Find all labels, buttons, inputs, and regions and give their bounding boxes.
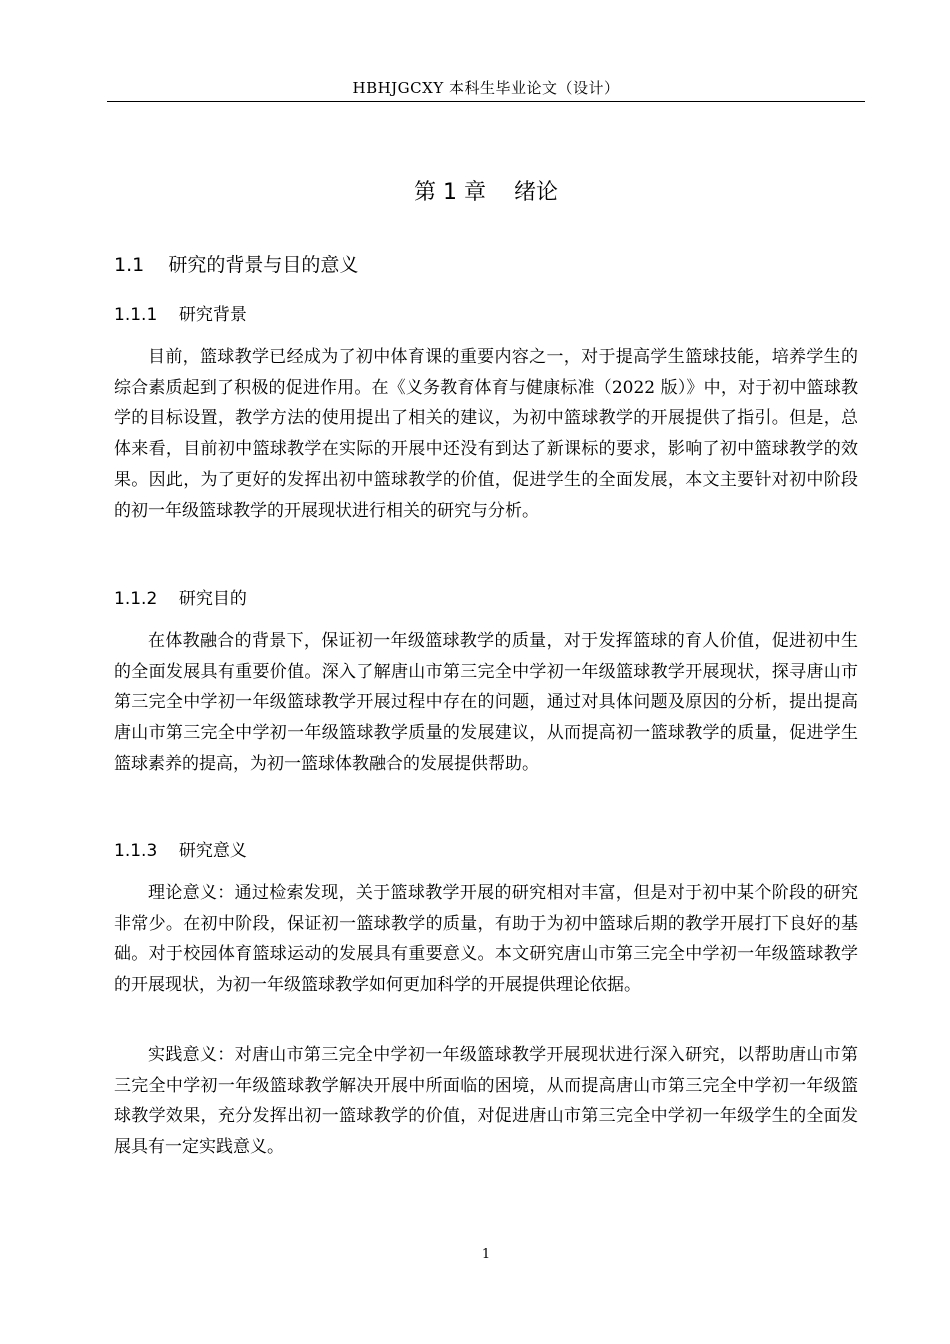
page-number: 1: [481, 1247, 491, 1262]
page-header: HBHJGCXY 本科生毕业论文（设计）: [352, 79, 620, 97]
paragraph-research-purpose: 在体教融合的背景下，保证初一年级篮球教学的质量，对于发挥篮球的育人价值，促进初中生的全面发展具有重要价值。深入了解唐山市第三完全中学初一年级篮球教学开展现状，探寻唐山市第三完全中学初一年级篮球教学开展过程中存在的问题，通过对具体问题及原因的分析，提出提高唐山市第三完全中学初一年级篮球教学质量的发展建议，从而提高初一篮球教学的质量，促进学生篮球素养的提高，为初一篮球体教融合的发展提供帮助。: [114, 631, 858, 774]
paragraph-research-background: 目前，篮球教学已经成为了初中体育课的重要内容之一，对于提高学生篮球技能，培养学生的综合素质起到了积极的促进作用。在《义务教育体育与健康标准（2022 版）》中，对于初中篮球教学的目标设置，教学方法的使用提出了相关的建议，为初中篮球教学的开展提供了指引。但是，总体来看，目前初中篮球教学在实际的开展中还没有到达了新课标的要求，影响了初中篮球教学的效果。因此，为了更好的发挥出初中篮球教学的价值，促进学生的全面发展，本文主要针对初中阶段的初一年级篮球教学的开展现状进行相关的研究与分析。: [114, 347, 858, 521]
paragraph-practical-significance: 实践意义：对唐山市第三完全中学初一年级篮球教学开展现状进行深入研究，以帮助唐山市第三完全中学初一年级篮球教学解决开展中所面临的困境，从而提高唐山市第三完全中学初一年级篮球教学效果，充分发挥出初一篮球教学的价值，对促进唐山市第三完全中学初一年级学生的全面发展具有一定实践意义。: [114, 1045, 858, 1158]
section-heading-1-1-2: 1.1.2 研究目的: [114, 589, 247, 609]
section-heading-1-1-3: 1.1.3 研究意义: [114, 841, 247, 861]
paragraph-theoretical-significance: 理论意义：通过检索发现，关于篮球教学开展的研究相对丰富，但是对于初中某个阶段的研究非常少。在初中阶段，保证初一篮球教学的质量，有助于为初中篮球后期的教学开展打下良好的基础。对于校园体育篮球运动的发展具有重要意义。本文研究唐山市第三完全中学初一年级篮球教学的开展现状，为初一年级篮球教学如何更加科学的开展提供理论依据。: [114, 883, 858, 996]
chapter-title: 第 1 章 绪论: [414, 180, 558, 205]
section-heading-1-1-1: 1.1.1 研究背景: [114, 305, 247, 325]
section-heading-1-1: 1.1 研究的背景与目的意义: [114, 254, 359, 276]
header-divider: [107, 101, 865, 102]
